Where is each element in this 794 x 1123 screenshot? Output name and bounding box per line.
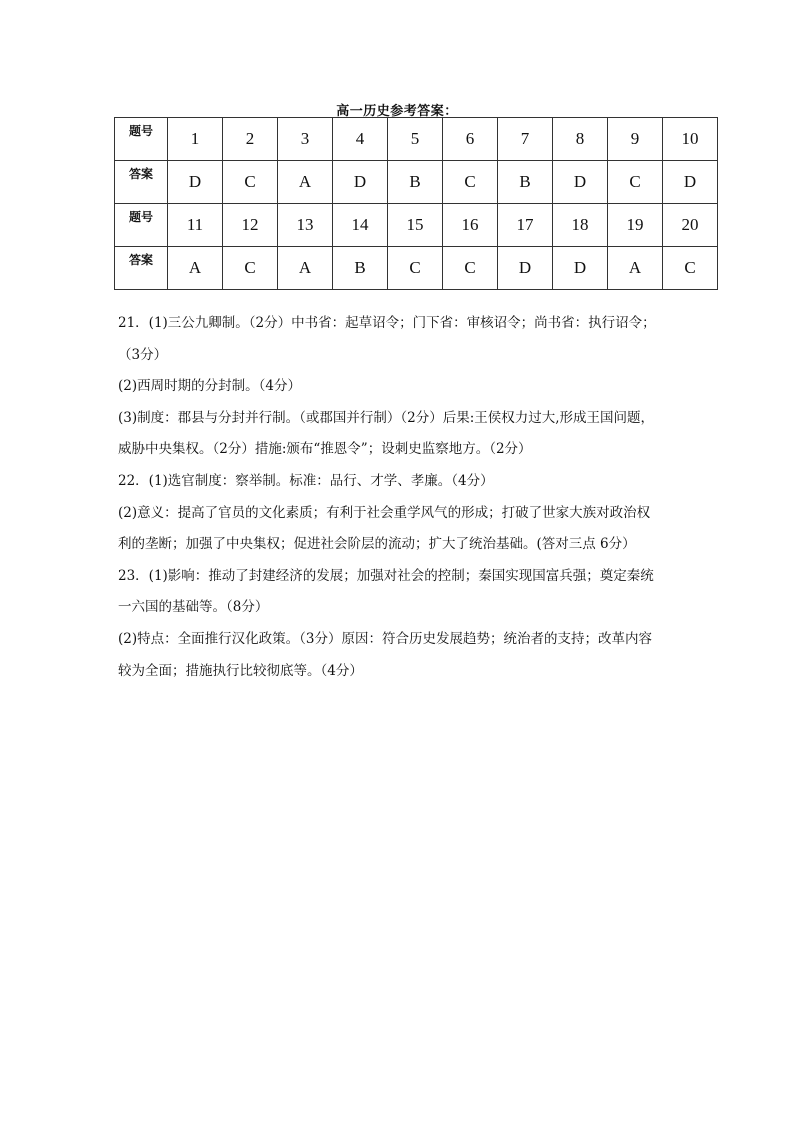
- table-row: [115, 204, 718, 247]
- table-cell: D: [553, 161, 608, 204]
- table-cell: 4: [333, 118, 388, 161]
- text-line: (3)制度：郡县与分封并行制。（或郡国并行制）（2分）后果:王侯权力过大,形成王国问题，: [118, 409, 655, 426]
- table-row: [115, 118, 718, 161]
- table-cell: C: [443, 161, 498, 204]
- table-cell: B: [333, 247, 388, 290]
- text-line: (2)特点：全面推行汉化政策。（3分）原因：符合历史发展趋势；统治者的支持；改革内容: [118, 630, 652, 647]
- table-cell: C: [223, 247, 278, 290]
- table-cell: 8: [553, 118, 608, 161]
- table-cell: 12: [223, 204, 278, 247]
- table-cell: 17: [498, 204, 553, 247]
- text-line: 威胁中央集权。（2分）措施:颁布“推恩令”；设刺史监察地方。（2分）: [118, 441, 532, 458]
- table-cell: 20: [663, 204, 718, 247]
- table-cell: D: [663, 161, 718, 204]
- table-cell: 9: [608, 118, 663, 161]
- table-cell: A: [608, 247, 663, 290]
- answer-text: [118, 308, 698, 687]
- table-cell: A: [168, 247, 223, 290]
- table-cell: B: [498, 161, 553, 204]
- table-cell: D: [553, 247, 608, 290]
- row-label: 答案: [115, 161, 168, 204]
- table-cell: C: [388, 247, 443, 290]
- table-cell: 10: [663, 118, 718, 161]
- table-cell: 19: [608, 204, 663, 247]
- table-cell: A: [278, 161, 333, 204]
- table-cell: 18: [553, 204, 608, 247]
- text-line: (2)意义：提高了官员的文化素质；有利于社会重学风气的形成；打破了世家大族对政治权: [118, 504, 651, 521]
- table-cell: C: [608, 161, 663, 204]
- row-label: 题号: [115, 204, 168, 247]
- table-cell: 14: [333, 204, 388, 247]
- table-cell: 15: [388, 204, 443, 247]
- table-row: [115, 247, 718, 290]
- answer-table: [114, 117, 718, 290]
- table-cell: A: [278, 247, 333, 290]
- text-line: 22．(1)选官制度：察举制。标准：品行、才学、孝廉。（4分）: [118, 472, 494, 489]
- table-cell: 1: [168, 118, 223, 161]
- table-cell: 5: [388, 118, 443, 161]
- text-line: 21．(1)三公九卿制。（2分）中书省：起草诏令；门下省：审核诏令；尚书省：执行诏令；: [118, 315, 656, 331]
- table-cell: C: [443, 247, 498, 290]
- table-cell: 7: [498, 118, 553, 161]
- table-cell: D: [168, 161, 223, 204]
- table-cell: 3: [278, 118, 333, 161]
- table-cell: 13: [278, 204, 333, 247]
- table-cell: 16: [443, 204, 498, 247]
- table-cell: D: [498, 247, 553, 290]
- table-row: [115, 161, 718, 204]
- text-line: （3分）: [118, 346, 168, 363]
- table-cell: C: [223, 161, 278, 204]
- table-cell: C: [663, 247, 718, 290]
- row-label: 题号: [115, 118, 168, 161]
- table-cell: 11: [168, 204, 223, 247]
- table-cell: 6: [443, 118, 498, 161]
- text-line: 利的垄断；加强了中央集权；促进社会阶层的流动；扩大了统治基础。(答对三点 6分）: [118, 536, 636, 553]
- table-cell: 2: [223, 118, 278, 161]
- text-line: (2)西周时期的分封制。（4分）: [118, 378, 301, 395]
- row-label: 答案: [115, 247, 168, 290]
- text-line: 较为全面；措施执行比较彻底等。（4分）: [118, 662, 363, 679]
- page-title: 高一历史参考答案：: [336, 104, 458, 119]
- text-line: 一六国的基础等。（8分）: [118, 599, 269, 616]
- text-line: 23．(1)影响：推动了封建经济的发展；加强对社会的控制；秦国实现国富兵强；奠定秦统: [118, 567, 654, 584]
- table-cell: B: [388, 161, 443, 204]
- table-cell: D: [333, 161, 388, 204]
